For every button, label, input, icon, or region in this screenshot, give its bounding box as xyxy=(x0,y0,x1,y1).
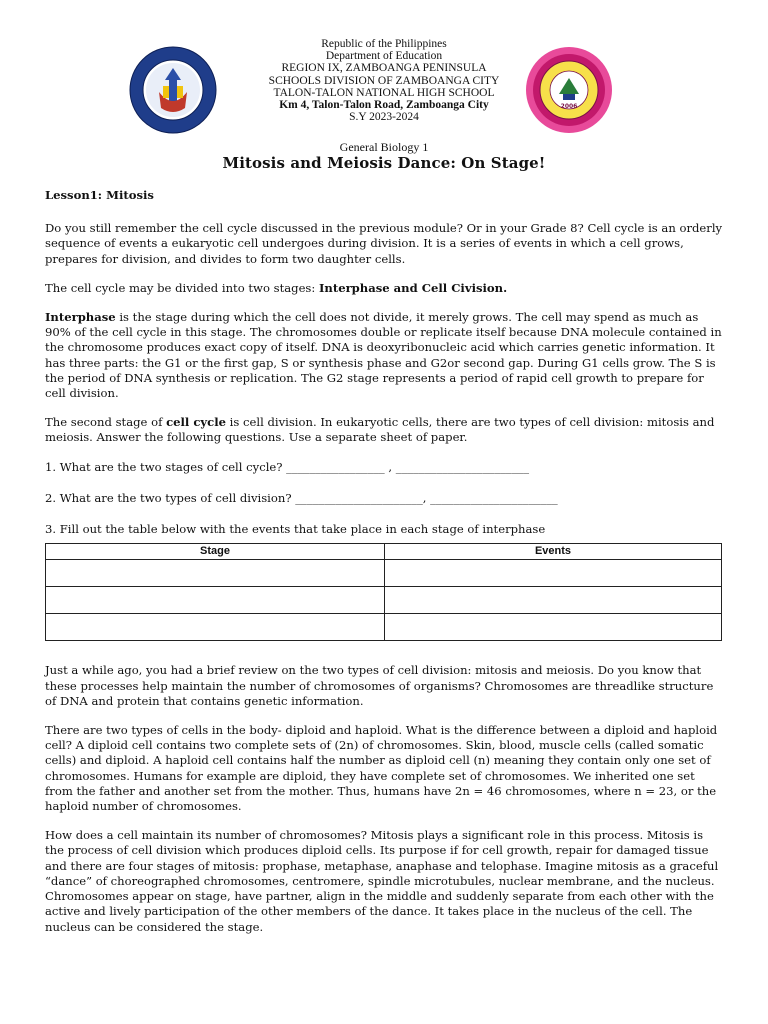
paragraph-two-stages xyxy=(45,281,725,296)
table-header-row xyxy=(46,544,722,560)
two-stages-bold: Interphase and Cell Civision. xyxy=(318,280,508,295)
two-stages-text: The cell cycle may be divided into two stages: xyxy=(45,280,319,295)
paragraph-diploid-haploid: There are two types of cells in the body- diploid and haploid. What is the difference between a diploid and haploid cell? A diploid cell contains two complete sets of (2n) of chromosomes. Skin, blood, muscle cells (called somatic cells) and diploid. A haploid cell contains half the number as diploid cell (n) meaning they contain only one set of chromosomes. Humans for example are diploid, they have complete set of chromosomes. We inherited one set from the father and another set from the mother. Thus, humans have 2n = 46 chromosomes, where n = 23, or the haploid number of chromosomes. xyxy=(45,723,718,814)
paragraph-cell-division xyxy=(45,415,725,445)
table-cell xyxy=(46,560,385,587)
table-cell xyxy=(46,614,385,641)
interphase-table xyxy=(45,543,722,641)
table-header-events: Events xyxy=(385,544,722,560)
interphase-text: is the stage during which the cell does not divide, it merely grows. The cell may spend as much as 90% of the cell cycle in this stage. The chromosomes double or replicate itself because DNA molecule contained in the chromosome produces exact copy of itself. DNA is deoxyribonucleic acid which carries genetic information. It has three parts: the G1 or the first gap, S or synthesis phase and G2or second gap. During G1 cells grow. The S is the period of DNA synthesis or replication. The G2 stage represents a period of rapid cell growth to prepare for cell division. xyxy=(45,310,722,401)
question-2: 2. What are the two types of cell division? ______________________, ______________________ xyxy=(45,490,558,505)
table-cell xyxy=(385,560,722,587)
header-line-3: REGION IX, ZAMBOANGA PENINSULA xyxy=(281,62,487,75)
letterhead xyxy=(0,38,768,123)
subject-line: General Biology 1 xyxy=(339,140,429,154)
table-row xyxy=(46,560,722,587)
question-3: 3. Fill out the table below with the events that take place in each stage of interphase xyxy=(45,522,546,537)
paragraph-mitosis: How does a cell maintain its number of chromosomes? Mitosis plays a significant role in this process. Mitosis is the process of cell division which produces diploid cells. Its purpose if for cell growth, repair for damaged tissue and there are four stages of mitosis: prophase, metaphase, anaphase and telophase. Imagine mitosis as a graceful “dance” of choreographed chromosomes, centromere, spindle microtubules, nuclear membrane, and the nucleus. Chromosomes appear on stage, have partner, align in the middle and suddenly separate from each other with the active and lively participation of the other members of the dance. It takes place in the nucleus of the cell. The nucleus can be considered the stage. xyxy=(45,828,719,934)
lesson-heading: Lesson1: Mitosis xyxy=(45,188,154,202)
header-line-5: TALON-TALON NATIONAL HIGH SCHOOL xyxy=(273,86,495,99)
paragraph-review: Just a while ago, you had a brief review on the two types of cell division: mitosis and meiosis. Do you know that these processes help maintain the number of chromosomes of organisms? Chromosomes are threadlike structure of DNA and protein that contains genetic information. xyxy=(45,663,714,708)
header-line-4: SCHOOLS DIVISION OF ZAMBOANGA CITY xyxy=(268,74,500,87)
table-header-stage: Stage xyxy=(46,544,385,560)
header-line-6: Km 4, Talon-Talon Road, Zamboanga City xyxy=(279,99,489,112)
header-line-7: S.Y 2023-2024 xyxy=(349,111,419,124)
seal-year: 2006 xyxy=(560,103,578,110)
cell-division-text-start: The second stage of xyxy=(45,415,167,430)
header-line-1: Republic of the Philippines xyxy=(321,38,447,50)
table-row xyxy=(46,587,722,614)
table-row xyxy=(46,614,722,641)
cell-division-text-rest: is cell division. In eukaryotic cells, there are two types of cell division: mitosis and meiosis. Answer the following questions. Use a separate sheet of paper. xyxy=(45,415,715,445)
table-cell xyxy=(385,614,722,641)
cell-cycle-term: cell cycle xyxy=(166,415,226,430)
table-cell xyxy=(385,587,722,614)
interphase-term: Interphase xyxy=(45,310,116,325)
paragraph-interphase xyxy=(45,310,725,401)
paragraph-cell-cycle: Do you still remember the cell cycle discussed in the previous module? Or in your Grade 8? Cell cycle is an orderly sequence of events a eukaryotic cell undergoes during division. It is a series of events in which a cell grows, prepares for division, and divides to form two daughter cells. xyxy=(45,221,723,266)
question-1: 1. What are the two stages of cell cycle? _________________ , _______________________ xyxy=(45,459,530,474)
table-cell xyxy=(46,587,385,614)
header-line-2: Department of Education xyxy=(325,50,443,63)
page-title: Mitosis and Meiosis Dance: On Stage! xyxy=(222,154,546,172)
document-body xyxy=(45,188,725,949)
